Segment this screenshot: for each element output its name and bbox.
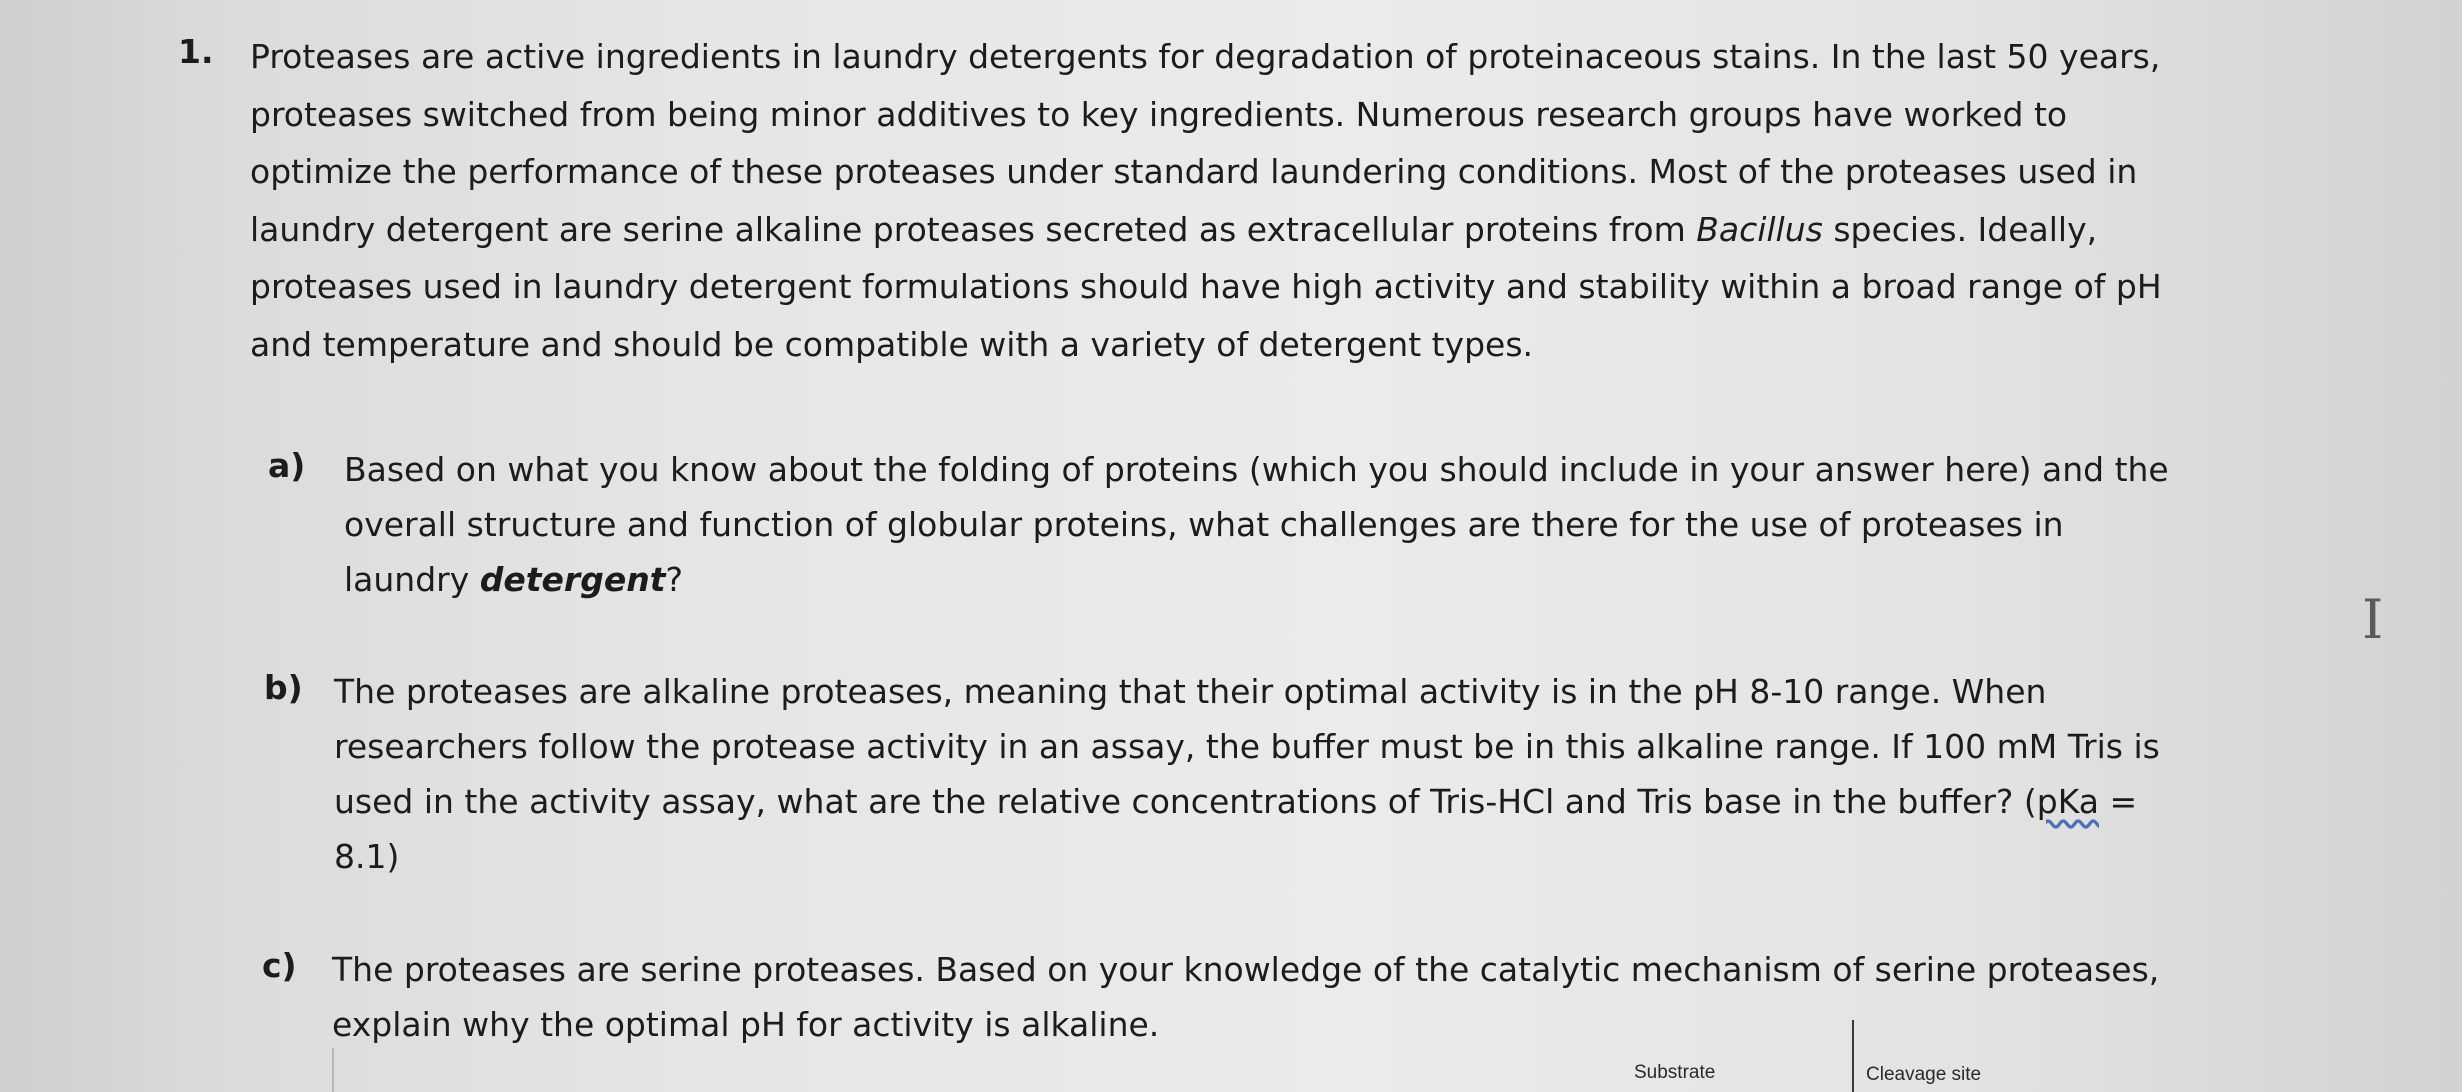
part-c-label: c): [262, 946, 297, 985]
part-b-line-3-end: =: [2099, 782, 2138, 821]
part-b-text: [334, 664, 2160, 884]
part-b-line-3: [334, 774, 2160, 829]
part-a-line-3-end: ?: [665, 560, 683, 599]
part-a-label: a): [268, 446, 306, 485]
part-a-text: [344, 442, 2169, 607]
part-b-line-1: The proteases are alkaline proteases, meaning that their optimal activity is in the pH 8-10 range. When: [334, 672, 2047, 711]
part-c-text: [332, 942, 2159, 1052]
part-a-line-1: Based on what you know about the folding of proteins (which you should include in your answer here) and the: [344, 450, 2169, 489]
intro-line-4-start: laundry detergent are serine alkaline proteases secreted as extracellular proteins from: [250, 209, 1697, 249]
part-a-line-3: [344, 552, 2169, 607]
part-c-line-2: explain why the optimal pH for activity is alkaline.: [332, 1005, 1160, 1044]
part-b-line-4: 8.1): [334, 837, 400, 876]
detergent-emphasis: detergent: [479, 560, 666, 599]
question-number: 1.: [178, 32, 214, 71]
part-a-line-2: overall structure and function of globular proteins, what challenges are there for the use of proteases in: [344, 505, 2064, 544]
substrate-label: Substrate: [1634, 1062, 1716, 1083]
part-b-line-2: researchers follow the protease activity in an assay, the buffer must be in this alkaline range. If 100 mM Tris is: [334, 727, 2160, 766]
figure-left-edge: [332, 1048, 334, 1092]
intro-line-1: Proteases are active ingredients in laundry detergents for degradation of proteinaceous stains. In the last 50 years,: [250, 37, 2161, 76]
part-b-line-3-start: used in the activity assay, what are the relative concentrations of Tris-HCl and Tris base in the buffer? (: [334, 782, 2037, 821]
intro-line-4-end: species. Ideally,: [1822, 209, 2098, 249]
bacillus-italic: Bacillus: [1696, 209, 1823, 249]
part-c-line-1: The proteases are serine proteases. Based on your knowledge of the catalytic mechanism of serine proteases,: [332, 950, 2160, 989]
intro-line-5: proteases used in laundry detergent formulations should have high activity and stability within a broad range of pH: [250, 267, 2162, 306]
part-b-label: b): [264, 668, 303, 707]
pka-spellcheck: pKa: [2036, 782, 2100, 821]
cleavage-site-line: [1852, 1020, 1854, 1092]
intro-line-4: [250, 201, 2250, 259]
intro-line-6: and temperature and should be compatible with a variety of detergent types.: [250, 324, 1534, 364]
cleavage-site-label: Cleavage site: [1866, 1064, 1982, 1085]
question-intro: [250, 28, 2250, 373]
part-a-line-3-start: laundry: [344, 560, 480, 599]
text-cursor-icon: I: [2362, 588, 2384, 651]
intro-line-2: proteases switched from being minor additives to key ingredients. Numerous research groups have worked to: [250, 94, 2068, 134]
intro-line-3: optimize the performance of these proteases under standard laundering conditions. Most of the proteases used in: [250, 152, 2138, 191]
